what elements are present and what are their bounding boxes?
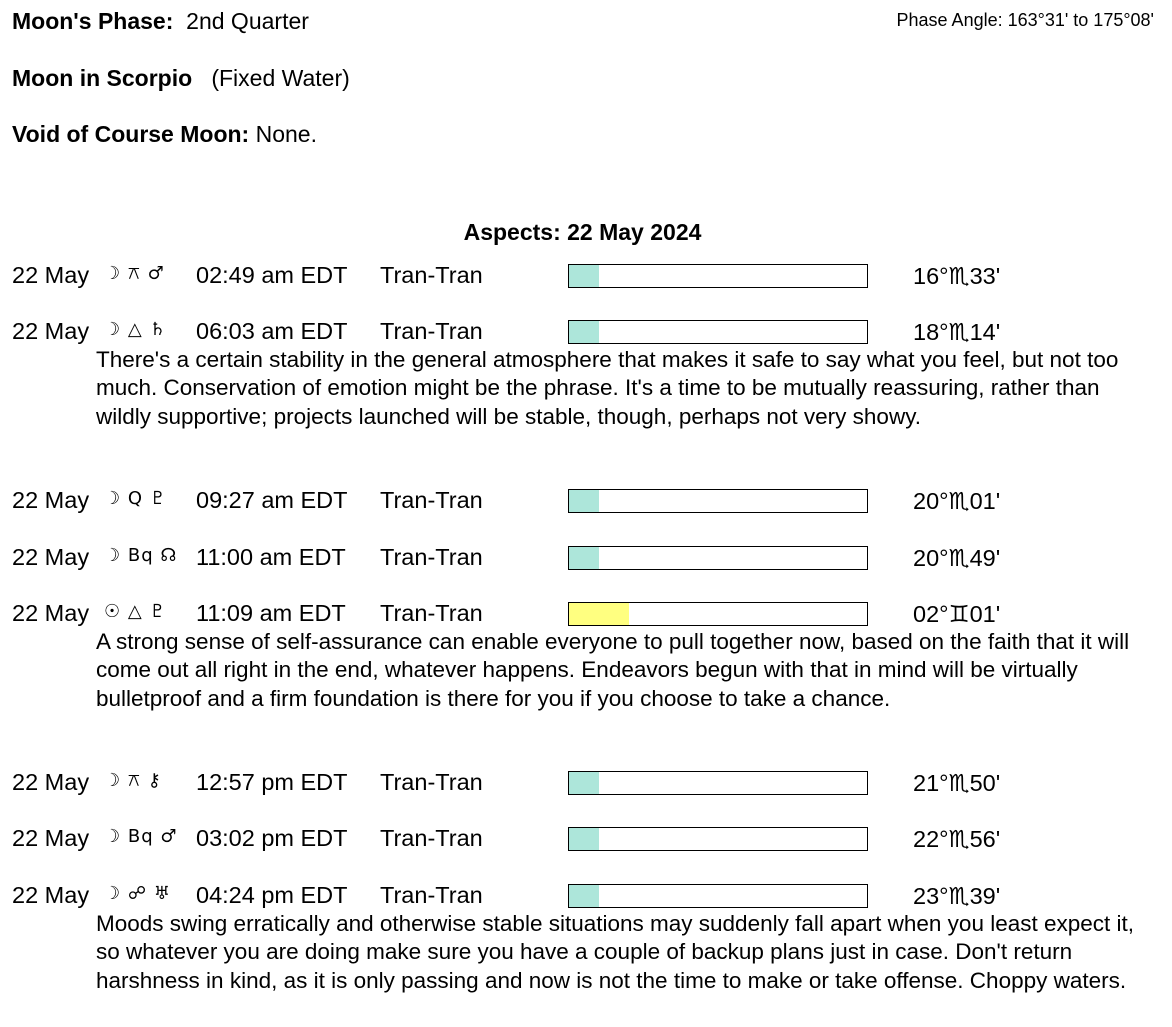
moon-sign-line	[12, 65, 350, 92]
aspect-type: Tran-Tran	[380, 262, 483, 288]
moon-phase-line	[12, 8, 309, 35]
aspects-title: Aspects: 22 May 2024	[463, 219, 702, 245]
strength-bar	[568, 264, 868, 288]
aspect-time: 11:09 am EDT	[196, 600, 346, 626]
aspect-interpretation: A strong sense of self-assurance can enable everyone to pull together now, based on the faith that it will come out all right in the end, whatever happens. Endeavors begun with that in mind will be virtually bulletproof and a firm foundation is there for you if you choose to take a chance.	[96, 629, 1130, 711]
moon-sign-label: Moon in Scorpio	[12, 65, 193, 91]
aspect-type: Tran-Tran	[380, 544, 483, 570]
moon-sign-value: (Fixed Water)	[211, 65, 350, 91]
aspect-row	[0, 487, 1172, 521]
aspect-glyphs: ☽ Bq ☊	[104, 545, 178, 566]
aspect-glyphs: ☉ △ ♇	[104, 601, 167, 622]
aspect-degree: 18°♏︎14'	[913, 319, 1001, 345]
aspect-row	[0, 769, 1172, 803]
aspect-date: 22 May	[12, 825, 90, 851]
aspect-time: 11:00 am EDT	[196, 544, 346, 570]
aspect-type: Tran-Tran	[380, 487, 483, 513]
strength-bar	[568, 320, 868, 344]
aspect-date: 22 May	[12, 882, 90, 908]
aspect-degree: 21°♏︎50'	[913, 770, 1001, 796]
aspect-degree: 22°♏︎56'	[913, 826, 1001, 852]
aspect-degree: 23°♏︎39'	[913, 883, 1001, 909]
void-of-course-value: None.	[255, 121, 317, 147]
strength-bar	[568, 546, 868, 570]
strength-bar	[568, 489, 868, 513]
aspect-time: 12:57 pm EDT	[196, 769, 348, 795]
aspect-glyphs: ☽ ⚻ ⚷	[104, 770, 162, 791]
aspect-date: 22 May	[12, 318, 90, 344]
aspect-glyphs: ☽ △ ♄	[104, 319, 167, 340]
moon-phase-label: Moon's Phase:	[12, 8, 174, 34]
aspect-time: 06:03 am EDT	[196, 318, 348, 344]
aspect-date: 22 May	[12, 769, 90, 795]
aspect-glyphs: ☽ ☍ ♅	[104, 883, 171, 904]
aspect-type: Tran-Tran	[380, 825, 483, 851]
aspect-time: 02:49 am EDT	[196, 262, 348, 288]
aspect-time: 09:27 am EDT	[196, 487, 348, 513]
aspect-degree: 02°♊︎01'	[913, 601, 1001, 627]
aspect-type: Tran-Tran	[380, 769, 483, 795]
strength-bar-fill	[569, 321, 599, 343]
aspect-row	[0, 262, 1172, 296]
strength-bar-fill	[569, 885, 599, 907]
aspect-date: 22 May	[12, 544, 90, 570]
void-of-course-line	[12, 121, 317, 148]
aspect-degree: 16°♏︎33'	[913, 263, 1001, 289]
aspect-type: Tran-Tran	[380, 600, 483, 626]
aspect-interpretation: Moods swing erratically and otherwise stable situations may suddenly fall apart when you least expect it, so whatever you are doing make sure you have a couple of backup plans just in case. Don't return harshness in kind, as it is only passing and now is not the time to make or take offense. Choppy waters.	[96, 911, 1135, 993]
strength-bar-fill	[569, 828, 599, 850]
aspect-date: 22 May	[12, 487, 90, 513]
strength-bar	[568, 827, 868, 851]
void-of-course-label: Void of Course Moon:	[12, 121, 250, 147]
aspect-type: Tran-Tran	[380, 318, 483, 344]
aspect-row	[0, 544, 1172, 578]
moon-phase-value: 2nd Quarter	[186, 8, 309, 34]
aspect-degree: 20°♏︎49'	[913, 545, 1001, 571]
aspect-type: Tran-Tran	[380, 882, 483, 908]
aspect-date: 22 May	[12, 262, 90, 288]
strength-bar-fill	[569, 603, 629, 625]
aspect-date: 22 May	[12, 600, 90, 626]
aspect-glyphs: ☽ Q ♇	[104, 488, 167, 509]
aspect-time: 04:24 pm EDT	[196, 882, 348, 908]
aspect-glyphs: ☽ Bq ♂	[104, 826, 178, 847]
strength-bar-fill	[569, 772, 599, 794]
aspect-row	[0, 825, 1172, 859]
aspect-interpretation: There's a certain stability in the general atmosphere that makes it safe to say what you feel, but not too much. Conservation of emotion might be the phrase. It's a time to be mutually reassuring, rather than wildly supportive; projects launched will be stable, though, perhaps not very showy.	[96, 347, 1119, 429]
strength-bar	[568, 771, 868, 795]
aspect-degree: 20°♏︎01'	[913, 488, 1001, 514]
aspect-glyphs: ☽ ⚻ ♂	[104, 263, 165, 284]
strength-bar-fill	[569, 490, 599, 512]
aspect-time: 03:02 pm EDT	[196, 825, 348, 851]
strength-bar-fill	[569, 265, 599, 287]
phase-angle: Phase Angle: 163°31' to 175°08'	[896, 10, 1154, 30]
strength-bar-fill	[569, 547, 599, 569]
strength-bar	[568, 884, 868, 908]
strength-bar	[568, 602, 868, 626]
